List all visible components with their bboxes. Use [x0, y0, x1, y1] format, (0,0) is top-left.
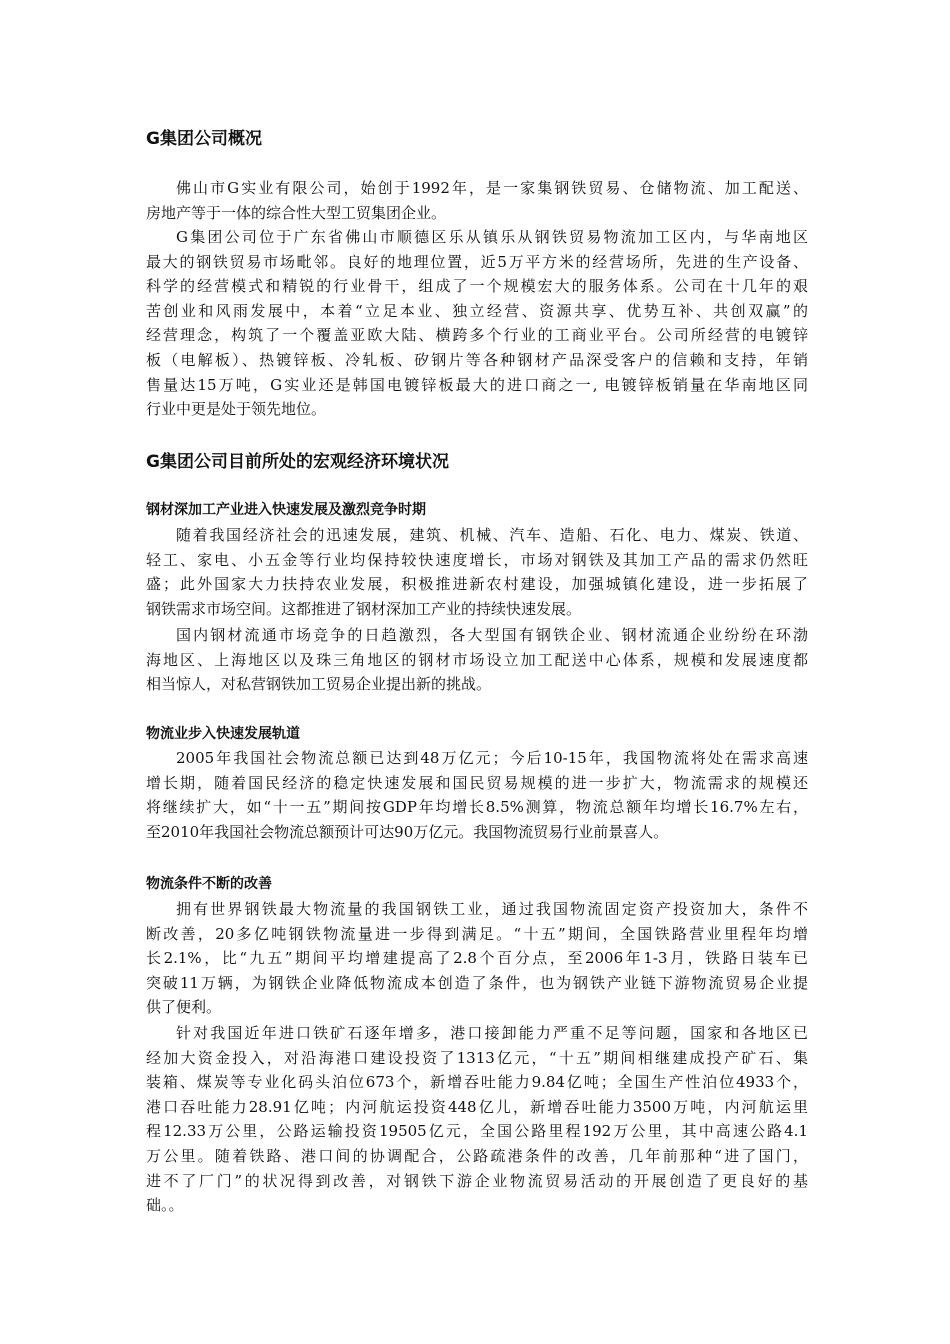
paragraph-ports-roads — [146, 1021, 808, 1218]
text-line: 随着我国经济社会的迅速发展，建筑、机械、汽车、造船、石化、电力、煤炭、铁道、 — [176, 526, 808, 544]
text-line: 港口吞吐能力28.91亿吨；内河航运投资448亿儿，新增吞吐能力3500万吨，内河航运里 — [146, 1097, 808, 1116]
paragraph-railway — [146, 897, 808, 1020]
text-line: 突破11万辆，为钢铁企业降低物流成本创造了条件，也为钢铁产业链下游物流贸易企业提 — [146, 973, 808, 992]
subsection-heading-logistics-conditions: 物流条件不断的改善 — [146, 876, 272, 892]
text-line: 断改善，20多亿吨钢铁物流量进一步得到满足。“十五”期间，全国铁路营业里程年均增 — [146, 924, 808, 943]
text-line: 长2.1%，比“九五”期间平均增建提高了2.8个百分点，至2006年1-3月，铁路日装车已 — [146, 949, 808, 968]
text-line: 经加大资金投入，对沿海港口建设投资了1313亿元，“十五”期间相继建成投产矿石、集 — [146, 1048, 808, 1067]
text-line: 经营理念，构筑了一个覆盖亚欧大陆、横跨多个行业的工商业平台。公司所经营的电镀锌 — [146, 326, 808, 345]
text-line: 国内钢材流通市场竞争的日趋激烈，各大型国有钢铁企业、钢材流通企业纷纷在环渤 — [176, 626, 808, 644]
text-line: 万公里。随着铁路、港口间的协调配合，公路疏港条件的改善，几年前那种“进了国门， — [146, 1146, 808, 1165]
text-line: 行业中更是处于领先地位。 — [146, 400, 327, 419]
text-line: 相当惊人，对私营钢铁加工贸易企业提出新的挑战。 — [146, 675, 492, 694]
text-line: 佛山市G实业有限公司，始创于1992年，是一家集钢铁贸易、仓储物流、加工配送、 — [176, 179, 808, 197]
paragraph-location — [146, 225, 808, 422]
text-line: 最大的钢铁贸易市场毗邻。良好的地理位置，近5万平方米的经营场所，先进的生产设备、 — [146, 252, 808, 271]
text-line: 轻工、家电、小五金等行业均保持较快速度增长，市场对钢铁及其加工产品的需求仍然旺 — [146, 550, 808, 569]
text-line: 房地产等于一体的综合性大型工贸集团企业。 — [146, 203, 447, 222]
text-line: 增长期，随着国民经济的稳定快速发展和国民贸易规模的进一步扩大，物流需求的规模还 — [146, 773, 808, 792]
text-line: 础。。 — [146, 1196, 184, 1215]
text-line: G集团公司位于广东省佛山市顺德区乐从镇乐从钢铁贸易物流加工区内，与华南地区 — [176, 228, 808, 246]
text-line: 板（电解板）、热镀锌板、冷轧板、矽钢片等各种钢材产品深受客户的信赖和支持，年销 — [146, 350, 808, 369]
text-line: 盛；此外国家大力扶持农业发展，积极推进新农村建设，加强城镇化建设，进一步拓展了 — [146, 575, 808, 594]
text-line: 拥有世界钢铁最大物流量的我国钢铁工业，通过我国物流固定资产投资加大，条件不 — [176, 900, 808, 918]
text-line: 2005年我国社会物流总额已达到48万亿元；今后10-15年，我国物流将处在需求高速 — [176, 749, 808, 767]
text-line: 供了便利。 — [146, 998, 222, 1017]
subsection-heading-logistics-growth: 物流业步入快速发展轨道 — [146, 726, 300, 742]
section-heading-company-overview: G集团公司概况 — [146, 129, 262, 149]
text-line: 程12.33万公里，公路运输投资19505亿元，全国公路里程192万公里，其中高速公路4.1 — [146, 1122, 808, 1141]
text-line: 科学的经营模式和精锐的行业骨干，组成了一个规模宏大的服务体系。公司在十几年的艰 — [146, 277, 808, 296]
text-line: 针对我国近年进口铁矿石逐年增多，港口接卸能力严重不足等问题，国家和各地区已 — [176, 1024, 808, 1042]
text-line: 售量达15万吨，G实业还是韩国电镀锌板最大的进口商之一, 电镀锌板销量在华南地区同 — [146, 375, 808, 394]
paragraph-competition — [146, 623, 808, 697]
paragraph-logistics-growth — [146, 746, 808, 844]
paragraph-intro — [146, 176, 808, 225]
section-heading-macro-environment: G集团公司目前所处的宏观经济环境状况 — [146, 452, 449, 472]
text-line: 钢铁需求市场空间。这都推进了钢材深加工产业的持续快速发展。 — [146, 599, 582, 618]
text-line: 至2010年我国社会物流总额预计可达90万亿元。我国物流贸易行业前景喜人。 — [146, 822, 669, 841]
text-line: 装箱、煤炭等专业化码头泊位673个，新增吞吐能力9.84亿吨；全国生产性泊位4933个， — [146, 1073, 808, 1092]
text-line: 进不了厂门”的状况得到改善，对钢铁下游企业物流贸易活动的开展创造了更良好的基 — [146, 1171, 808, 1190]
paragraph-steel-demand — [146, 523, 808, 621]
text-line: 苦创业和风雨发展中，本着“立足本业、独立经营、资源共享、优势互补、共创双赢”的 — [146, 301, 808, 320]
subsection-heading-steel-processing: 钢材深加工产业进入快速发展及激烈竞争时期 — [146, 502, 426, 518]
text-line: 海地区、上海地区以及珠三角地区的钢材市场设立加工配送中心体系，规模和发展速度都 — [146, 650, 808, 669]
text-line: 将继续扩大，如“十一五”期间按GDP年均增长8.5%测算，物流总额年均增长16.7%左右， — [146, 798, 808, 817]
